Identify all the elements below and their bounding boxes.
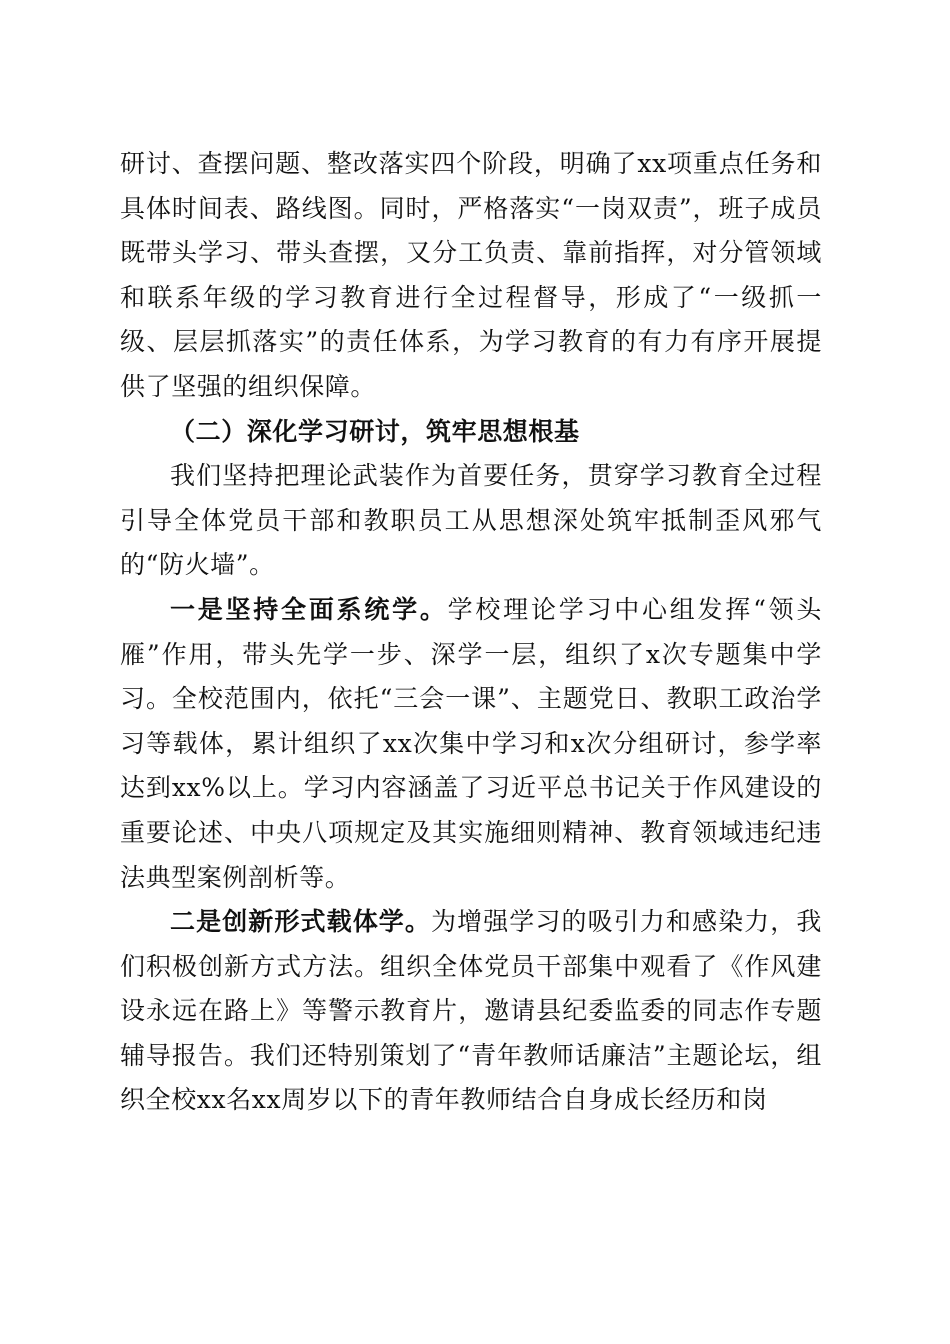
paragraph-continuation: 研讨、查摆问题、整改落实四个阶段，明确了xx项重点任务和具体时间表、路线图。同时，严格落实“一岗双责”，班子成员既带头学习、带头查摆，又分工负责、靠前指挥，对分管领域和联系年级的学习教育进行全过程督导，形成了“一级抓一级、层层抓落实”的责任体系，为学习教育的有力有序开展提供了坚强的组织保障。 xyxy=(120,149,822,401)
point-two-body: 为增强学习的吸引力和感染力，我们积极创新方式方法。组织全体党员干部集中观看了《作风建设永远在路上》等警示教育片，邀请县纪委监委的同志作专题辅导报告。我们还特别策划了“青年教师话廉洁”主题论坛，组织全校xx名xx周岁以下的青年教师结合自身成长经历和岗 xyxy=(120,907,822,1115)
section-heading: （二）深化学习研讨，筑牢思想根基 xyxy=(170,416,580,446)
paragraph-point-one xyxy=(120,588,822,900)
point-two-lead: 二是创新形式载体学。 xyxy=(170,907,431,937)
point-one-lead: 一是坚持全面系统学。 xyxy=(170,594,448,624)
point-one-body: 学校理论学习中心组发挥“领头雁”作用，带头先学一步、深学一层，组织了x次专题集中学习。全校范围内，依托“三会一课”、主题党日、教职工政治学习等载体，累计组织了xx次集中学习和x次分组研讨，参学率达到xx%以上。学习内容涵盖了习近平总书记关于作风建设的重要论述、中央八项规定及其实施细则精神、教育领域违纪违法典型案例剖析等。 xyxy=(120,594,822,892)
document-body xyxy=(120,142,822,1123)
paragraph-intro xyxy=(120,454,822,588)
paragraph-point-two xyxy=(120,900,822,1123)
paragraph-intro-text: 我们坚持把理论武装作为首要任务，贯穿学习教育全过程引导全体党员干部和教职员工从思想深处筑牢抵制歪风邪气的“防火墙”。 xyxy=(120,461,822,580)
